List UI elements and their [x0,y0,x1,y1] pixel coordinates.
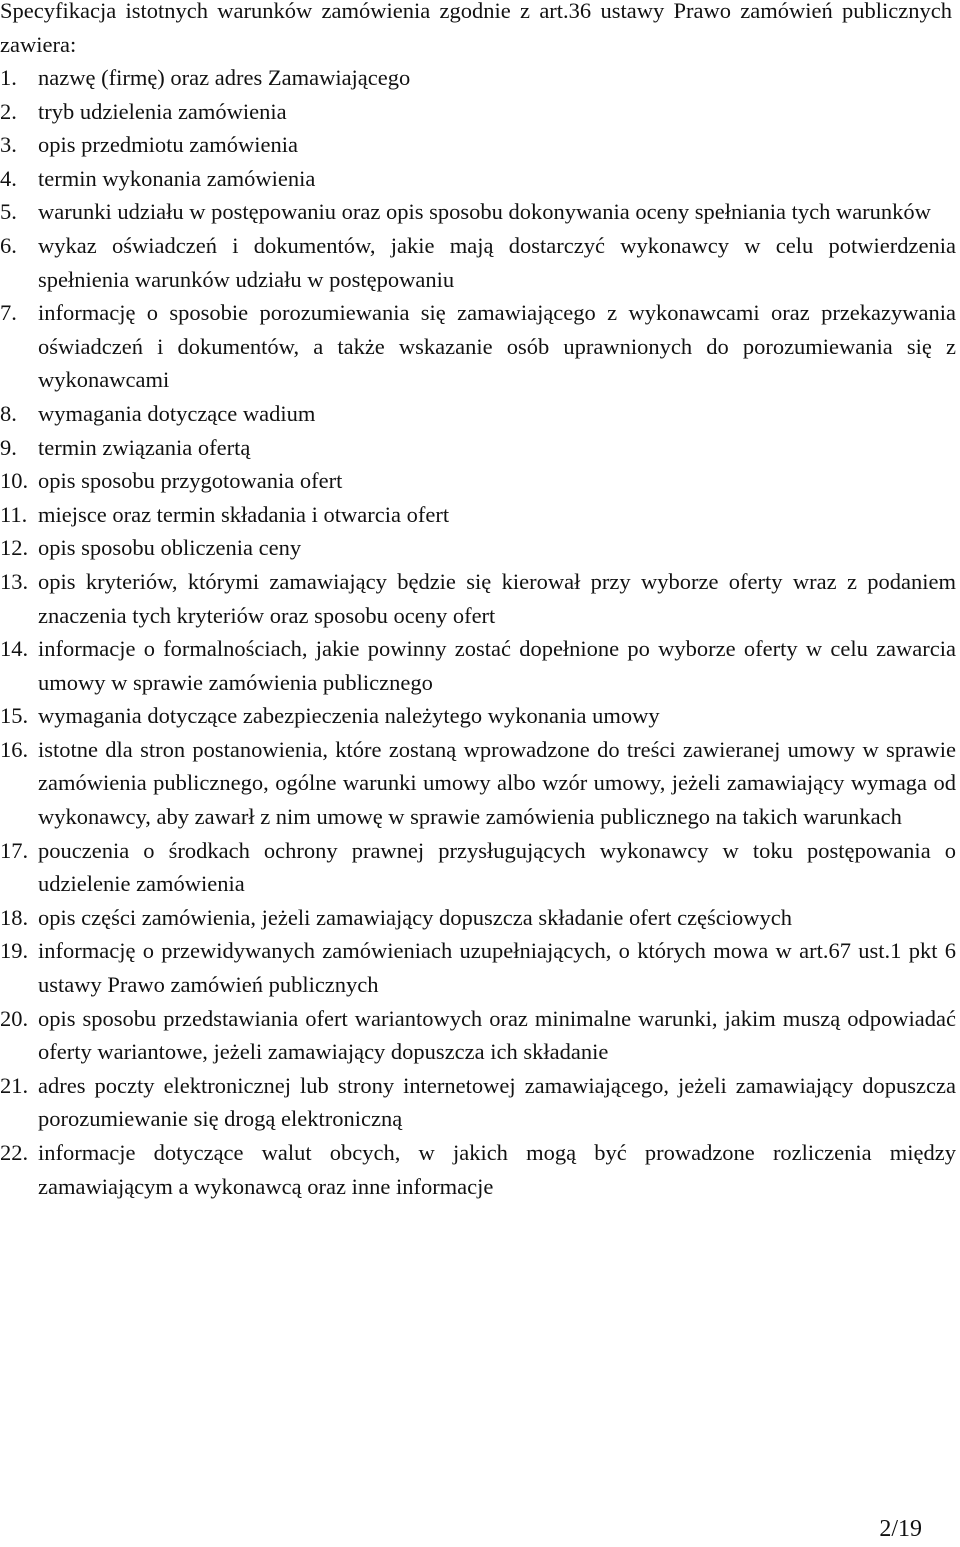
list-item-number: 3. [0,132,17,158]
list-item [0,128,956,162]
list-item-text: opis przedmiotu zamówienia [38,132,298,158]
list-item-text: termin wykonania zamówienia [38,165,316,191]
list-item-text: wymagania dotyczące wadium [38,400,316,426]
list-item-text: miejsce oraz termin składania i otwarcia ofert [38,501,450,527]
list-item-number: 14. [0,636,29,662]
list-item-number: 4. [0,165,17,191]
list-item [0,296,956,397]
list-item-number: 9. [0,434,17,460]
list-item-number: 17. [0,837,29,863]
list-item [0,1002,956,1069]
list-item-text: wykaz oświadczeń i dokumentów, jakie mają dostarczyć wykonawcy w celu potwierdzenia spełnienia warunków udziału w postępowaniu [38,232,956,292]
list-item-text: warunki udziału w postępowaniu oraz opis sposobu dokonywania oceny spełniania tych warunków [38,199,931,225]
list-item-number: 10. [0,468,29,494]
list-item-text: tryb udzielenia zamówienia [38,98,287,124]
list-item-number: 8. [0,400,17,426]
list-item-number: 2. [0,98,17,124]
list-item [0,565,956,632]
list-item [0,632,956,699]
list-item-text: nazwę (firmę) oraz adres Zamawiającego [38,65,411,90]
list-item [0,464,956,498]
list-item [0,195,956,229]
list-item-text: informację o sposobie porozumiewania się zamawiającego z wykonawcami oraz przekazywania oświadczeń i dokumentów, a także wskazanie osób uprawnionych do porozumiewania się z wykonawcami [38,300,956,393]
list-item-number: 20. [0,1005,29,1031]
list-item-number: 21. [0,1072,29,1098]
list-item-text: istotne dla stron postanowienia, które zostaną wprowadzone do treści zawieranej umowy w sprawie zamówienia publicznego, ogólne warunki umowy albo wzór umowy, jeżeli zamawiający wymaga od wykonawcy, aby zawarł z nim umowę w sprawie zamówienia publicznego na takich warunkach [38,736,956,830]
requirements-list [0,61,956,1203]
list-item-text: pouczenia o środkach ochrony prawnej przysługujących wykonawcy w toku postępowania o udzielenie zamówienia [38,837,956,897]
list-item-text: informacje o formalnościach, jakie powinny zostać dopełnione po wyborze oferty w celu zawarcia umowy w sprawie zamówienia publicznego [38,636,956,695]
list-item-text: wymagania dotyczące zabezpieczenia należytego wykonania umowy [38,703,660,729]
list-item-number: 22. [0,1140,29,1165]
list-item-text: termin związania ofertą [38,434,251,460]
list-item [0,498,956,532]
list-item-text: opis sposobu przedstawiania ofert wariantowych oraz minimalne warunki, jakim muszą odpowiadać oferty wariantowe, jeżeli zamawiający dopuszcza ich składanie [38,1005,956,1065]
list-item [0,229,956,296]
list-item [0,934,956,1001]
intro-paragraph: Specyfikacja istotnych warunków zamówienia zgodnie z art.36 ustawy Prawo zamówień publicznych zawiera: [0,0,952,57]
list-item-number: 7. [0,300,17,326]
list-item [0,1069,956,1136]
list-item [0,1136,956,1203]
list-item-text: opis części zamówienia, jeżeli zamawiający dopuszcza składanie ofert częściowych [38,904,793,930]
list-item-text: informację o przewidywanych zamówieniach uzupełniających, o których mowa w art.67 ust.1 pkt 6 ustawy Prawo zamówień publicznych [38,938,956,998]
list-item-number: 16. [0,736,29,762]
list-item [0,901,956,935]
list-item-number: 18. [0,904,29,930]
list-item [0,431,956,465]
list-item-text: opis kryteriów, którymi zamawiający będzie się kierował przy wyborze oferty wraz z podaniem znaczenia tych kryteriów oraz sposobu oceny ofert [38,568,956,628]
list-item-text: opis sposobu przygotowania ofert [38,468,343,494]
list-item [0,699,956,733]
list-item [0,61,956,95]
list-item [0,95,956,129]
list-item [0,834,956,901]
list-item-number: 15. [0,703,29,729]
page-number: 2/19 [879,1516,922,1542]
list-item-number: 6. [0,232,17,258]
list-item [0,733,956,834]
list-item-text: informacje dotyczące walut obcych, w jakich mogą być prowadzone rozliczenia między zamawiającym a wykonawcą oraz inne informacje [38,1140,956,1199]
list-item-number: 13. [0,568,29,594]
list-item [0,162,956,196]
list-item-number: 5. [0,199,17,225]
list-item-number: 12. [0,535,29,561]
list-item-text: adres poczty elektronicznej lub strony internetowej zamawiającego, jeżeli zamawiający dopuszcza porozumiewanie się drogą elektroniczną [38,1072,956,1132]
list-item [0,397,956,431]
list-item [0,531,956,565]
list-item-number: 19. [0,938,29,964]
list-item-text: opis sposobu obliczenia ceny [38,535,302,561]
list-item-number: 1. [0,65,17,90]
list-item-number: 11. [0,501,28,527]
